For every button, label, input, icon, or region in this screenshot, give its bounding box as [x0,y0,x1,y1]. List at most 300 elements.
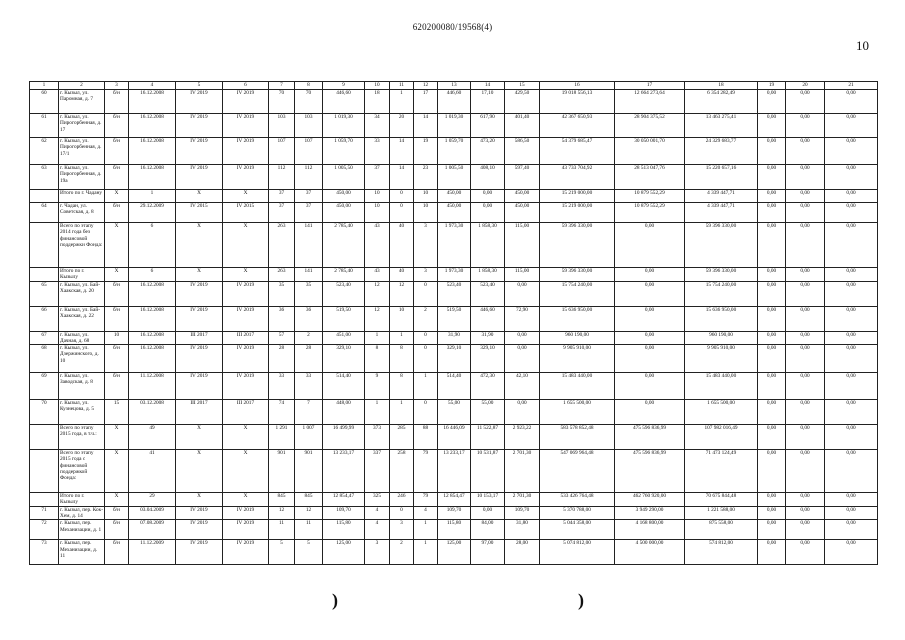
table-row [30,540,878,565]
table-cell: 1 221 588,00 [685,506,758,520]
table-cell: 2 701,30 [505,450,540,493]
table-cell: 0,00 [758,203,786,223]
table-cell: 37 [269,190,295,203]
table-cell: IV 2015 [176,203,223,223]
table-cell: 960 190,00 [540,331,615,345]
address-cell: г. Кызыл, ул. Кузнецова, д. 5 [59,400,105,425]
table-cell: X [105,425,129,450]
table-cell: 40 [390,268,414,282]
table-cell: 519,50 [438,306,471,331]
table-cell: 0,00 [615,331,685,345]
table-row [30,450,878,493]
table-cell: 1 019,30 [323,114,365,138]
table-cell: 11 [295,520,323,540]
column-number-cell: 19 [758,82,786,90]
table-cell: IV 2019 [223,306,269,331]
table-cell: 15 754 240,00 [685,281,758,306]
table-cell: 845 [269,493,295,507]
table-cell: 79 [414,493,438,507]
table-cell: 70 [30,400,59,425]
table-cell: 2 [414,306,438,331]
table-cell: 14 [390,165,414,190]
table-cell: 35 [269,281,295,306]
column-number-cell: 5 [176,82,223,90]
address-cell: г. Кызыл, ул. Пирогорбенная, д. 19а [59,165,105,190]
table-cell: 1 [390,331,414,345]
table-cell: 54 379 685,47 [540,138,615,165]
table-cell: 0,00 [825,268,878,282]
table-cell: 12 664 273,64 [615,90,685,114]
column-number-cell: 16 [540,82,615,90]
table-cell: 8 [390,373,414,400]
table-cell: 519,50 [323,306,365,331]
table-row [30,520,878,540]
table-cell: 0,00 [786,281,825,306]
table-cell: 2 923,22 [505,425,540,450]
table-cell: 0 [414,281,438,306]
address-cell: Всего по этапу 2014 года без финансовой поддержки Фонда: [59,223,105,268]
table-cell: 408,10 [471,165,505,190]
table-cell: 0,00 [786,306,825,331]
table-cell: 74 [269,400,295,425]
address-cell: Итого по г. Кызылу [59,493,105,507]
table-cell: 475 596 836,99 [615,425,685,450]
table-cell: 12 854,47 [323,493,365,507]
table-row [30,373,878,400]
table-cell: б/н [105,165,129,190]
table-cell: X [105,190,129,203]
table-cell: 0,00 [758,268,786,282]
table-cell: X [105,268,129,282]
table-cell: 5 370 788,00 [540,506,615,520]
column-number-cell: 17 [615,82,685,90]
table-cell: 43 [365,268,390,282]
column-number-cell: 15 [505,82,540,90]
column-number-cell: 12 [414,82,438,90]
table-cell: 845 [295,493,323,507]
table-cell: б/н [105,138,129,165]
table-cell: 1 973,30 [438,268,471,282]
table-cell: 15 219 000,00 [540,190,615,203]
table-cell: 0,00 [825,450,878,493]
table-cell: 246 [390,493,414,507]
table-cell: 0,00 [471,506,505,520]
handwritten-mark-left: ) [332,590,338,610]
table-cell: 19 [414,138,438,165]
table-cell: 0,00 [825,425,878,450]
table-cell: 79 [414,450,438,493]
address-cell: г. Кызыл, ул. Дзержинского, д. 10 [59,345,105,373]
table-cell: 11.12.2008 [129,373,176,400]
table-cell: 0,00 [758,400,786,425]
table-cell: 1 291 [269,425,295,450]
table-cell: 31,80 [505,520,540,540]
table-cell: 0 [390,190,414,203]
table-cell: 14 [414,114,438,138]
table-cell: 14 [390,138,414,165]
table-cell: 16.12.2008 [129,281,176,306]
table-cell: б/н [105,540,129,565]
table-cell: 71 [30,506,59,520]
address-cell: г. Кызыл, ул. Пирогорбенная, д. 17 [59,114,105,138]
table-cell: IV 2019 [176,281,223,306]
table-cell: X [105,223,129,268]
table-row [30,281,878,306]
table-cell: 0,00 [825,281,878,306]
address-cell: Всего по этапу 2015 года, в т.ч.: [59,425,105,450]
table-cell: 4 168 800,00 [615,520,685,540]
table-cell: 0,00 [786,345,825,373]
table-cell: 103 [269,114,295,138]
address-cell: г. Кызыл, пер. Механизации, д. 11 [59,540,105,565]
table-cell: 1 655 500,00 [540,400,615,425]
table-cell: IV 2019 [176,506,223,520]
table-row [30,203,878,223]
table-cell: 337 [365,450,390,493]
table-cell: 33 [269,373,295,400]
table-cell: 0,00 [825,190,878,203]
table-cell: 0,00 [615,223,685,268]
address-cell: г. Кызыл, ул. Бай-Хаакская, д. 20 [59,281,105,306]
address-cell: Итого по г. Кызылу [59,268,105,282]
table-cell: 35 [295,281,323,306]
table-cell: 0,00 [758,331,786,345]
address-cell: г. Кызыл, пер. Кок-Хем, д. 14 [60,506,103,520]
table-cell: 446,60 [323,90,365,114]
table-cell: 0,00 [825,373,878,400]
table-cell: IV 2019 [223,281,269,306]
table-cell: 17 [414,90,438,114]
table-cell: IV 2019 [176,138,223,165]
table-cell: X [223,450,269,493]
table-cell: 5 [269,540,295,565]
table-cell: 55,00 [438,400,471,425]
table-cell: IV 2019 [223,373,269,400]
table-cell: б/н [105,203,129,223]
address-cell: г. Кызыл, ул. Паромная, д. 7 [59,90,105,114]
table-cell: 10 153,17 [471,493,505,507]
table-cell: 574 812,00 [685,540,758,565]
table-cell: 11 [269,520,295,540]
table-cell: 475 596 836,99 [615,450,685,493]
table-cell: 107 982 016,49 [685,425,758,450]
table-cell: 0,00 [758,493,786,507]
table-cell: 0,00 [758,450,786,493]
table-cell: 0,00 [825,540,878,565]
table-cell: X [176,223,223,268]
table-cell: 37 [365,165,390,190]
table-cell: 0,00 [825,400,878,425]
table-cell: 0,00 [786,493,825,507]
table-cell: 0,00 [758,345,786,373]
table-cell: 16.12.2008 [129,345,176,373]
table-cell: 0,00 [758,165,786,190]
table-cell: X [176,425,223,450]
column-number-cell: 2 [59,82,105,90]
table-cell: 10 879 552,29 [615,190,685,203]
table-cell: 68 [30,345,59,373]
table-cell: IV 2019 [176,306,223,331]
table-cell: 84,00 [471,520,505,540]
address-cell: г. Кызыл, ул. Пирогорбенная, д. 17/1 [59,138,105,165]
table-cell: III 2017 [176,400,223,425]
table-cell: 59 396 330,00 [540,223,615,268]
address-cell: г. Кызыл, ул. Дачная, д. 68 [59,331,105,345]
table-cell: 15 483 440,00 [685,373,758,400]
table-cell: 0,00 [825,331,878,345]
table-cell: 0,00 [786,540,825,565]
table-cell: X [176,493,223,507]
table-cell: 258 [390,450,414,493]
table-cell: 4 [414,506,438,520]
table-cell: 15 220 657,16 [685,165,758,190]
table-cell: 0,00 [825,165,878,190]
table-cell: 10 [414,190,438,203]
table-cell: 67 [30,331,59,345]
table-cell: 401,40 [505,114,540,138]
table-cell: 0,00 [825,306,878,331]
table-cell: IV 2019 [176,90,223,114]
table-cell: IV 2019 [176,520,223,540]
table-cell: 6 354 282,49 [685,90,758,114]
table-cell: 2 785,40 [323,268,365,282]
table-cell: 1 [414,540,438,565]
register-table [29,81,878,565]
table-row [30,425,878,450]
table-cell: 325 [365,493,390,507]
column-number-cell: 6 [223,82,269,90]
column-number-cell: 1 [30,82,59,90]
table-cell: 12 [269,506,295,520]
table-cell: 10 879 552,29 [615,203,685,223]
table-cell: 1 858,30 [471,223,505,268]
table-cell: 72 [30,520,59,540]
table-cell: 4 339 447,71 [685,190,758,203]
table-cell: 0 [414,331,438,345]
address-cell: г. Кызыл, пер. Механизации, д. 1 [59,520,105,540]
table-cell: 28 [295,345,323,373]
table-cell: 112 [269,165,295,190]
table-row [30,114,878,138]
table-cell: 0,00 [786,90,825,114]
table-cell: 450,00 [438,203,471,223]
table-cell: 03.12.2008 [129,400,176,425]
table-cell: 472,30 [471,373,505,400]
table-row [30,90,878,114]
table-cell: 0,00 [786,268,825,282]
table-cell: 2 785,40 [323,223,365,268]
table-cell: IV 2019 [223,506,269,520]
table-cell: IV 2019 [176,114,223,138]
table-cell: 115,00 [505,223,540,268]
table-cell: 0,00 [825,520,878,540]
table-cell: IV 2019 [223,114,269,138]
table-cell: X [176,268,223,282]
table-cell: 1 [414,520,438,540]
table-cell: 547 069 964,48 [540,450,615,493]
table-cell: 4 339 447,71 [685,203,758,223]
table-cell: 62 [30,138,59,165]
table-cell: 960 190,00 [685,331,758,345]
table-cell: 6 [129,268,176,282]
table-cell: 37 [295,203,323,223]
table-cell: 03.04.2009 [129,506,176,520]
table-cell: 0,00 [758,223,786,268]
table-cell: 12 [365,306,390,331]
table-cell: 55,00 [471,400,505,425]
table-cell: 450,00 [505,190,540,203]
table-cell: 586,50 [505,138,540,165]
table-cell: 0,00 [758,540,786,565]
table-cell: IV 2019 [223,345,269,373]
table-cell: 446,60 [438,90,471,114]
table-cell: 28 513 047,76 [615,165,685,190]
table-cell: 0 [390,506,414,520]
table-cell: 523,40 [438,281,471,306]
table-cell: 0 [414,345,438,373]
table-cell: 0,00 [615,281,685,306]
address-cell: г. Чадан, ул. Советская, д. 8 [59,203,105,223]
table-cell: IV 2019 [223,165,269,190]
table-cell: 109,70 [438,506,471,520]
table-cell: 30 050 001,70 [615,138,685,165]
table-cell: 12 [295,506,323,520]
table-cell: 0,00 [758,506,786,520]
table-cell: 109,70 [323,506,365,520]
table-cell: 0,00 [758,281,786,306]
table-cell: 16.12.2008 [129,114,176,138]
table-cell: IV 2019 [176,165,223,190]
table-cell: 0 [414,400,438,425]
table-cell: 583 578 852,48 [540,425,615,450]
column-number-row [30,82,878,90]
table-cell: 1 [414,373,438,400]
table-cell: IV 2015 [223,203,269,223]
table-cell: IV 2019 [223,540,269,565]
table-cell: 23 [414,165,438,190]
table-cell [30,493,59,507]
table-cell: б/н [105,306,129,331]
table-cell: 5 [295,540,323,565]
table-cell: 69 [30,373,59,400]
table-cell: 60 [30,90,59,114]
table-cell: 13 463 275,41 [685,114,758,138]
table-cell: 1 655 500,00 [685,400,758,425]
table-cell: 97,00 [471,540,505,565]
table-cell: 523,40 [471,281,505,306]
table-cell: 0,00 [615,400,685,425]
address-cell: Итого по г. Чадану [59,190,105,203]
table-cell: 57 [269,331,295,345]
table-cell: 107 [269,138,295,165]
table-cell: 0,00 [786,138,825,165]
table-cell: 0,00 [471,190,505,203]
table-cell: X [223,190,269,203]
table-cell: 285 [390,425,414,450]
table-cell: 29 [129,493,176,507]
table-cell: 70 [269,90,295,114]
column-number-cell: 4 [129,82,176,90]
table-cell: 15 483 440,00 [540,373,615,400]
table-cell: 28,00 [505,540,540,565]
table-cell: 0,00 [786,331,825,345]
table-cell: 0,00 [758,425,786,450]
column-number-cell: 10 [365,82,390,90]
table-cell: 7 [295,400,323,425]
table-cell: 0,00 [825,90,878,114]
table-cell: б/н [105,373,129,400]
table-row [30,331,878,345]
table-cell: X [223,493,269,507]
table-cell: IV 2019 [223,520,269,540]
table-cell: 0,00 [786,520,825,540]
table-cell: IV 2019 [176,540,223,565]
table-cell: 1 059,70 [438,138,471,165]
table-cell: X [176,450,223,493]
table-cell: 0,00 [505,281,540,306]
table-cell: 4 500 000,00 [615,540,685,565]
table-cell: 875 558,00 [685,520,758,540]
table-cell: 59 396 330,00 [685,223,758,268]
column-number-cell: 18 [685,82,758,90]
table-cell: 450,00 [438,190,471,203]
table-cell: 15 [105,400,129,425]
table-cell: 5 074 812,00 [540,540,615,565]
table-cell: 112 [295,165,323,190]
table-cell: 0,00 [615,373,685,400]
table-cell: III 2017 [223,331,269,345]
table-cell: 33 [365,138,390,165]
table-cell: 329,10 [471,345,505,373]
table-row [30,268,878,282]
table-cell: 0,00 [825,114,878,138]
column-number-cell: 9 [323,82,365,90]
table-cell: 0,00 [786,165,825,190]
table-cell: 901 [269,450,295,493]
table-cell: 533 426 764,48 [540,493,615,507]
address-cell: г. Кызыл, ул. Заводская, д. 8 [59,373,105,400]
table-cell: 1 [390,400,414,425]
table-cell: IV 2019 [223,138,269,165]
table-cell: 0,00 [758,373,786,400]
table-cell: 28 904 375,52 [615,114,685,138]
table-cell: 0,00 [825,506,878,520]
table-cell: 31,90 [471,331,505,345]
table-cell: 107 [295,138,323,165]
table-cell: 9 905 910,00 [540,345,615,373]
table-cell: 115,80 [323,520,365,540]
column-number-cell: 8 [295,82,323,90]
table-cell: 17,10 [471,90,505,114]
table-cell: 597,40 [505,165,540,190]
table-cell: 4 [365,506,390,520]
table-cell: 16.12.2008 [129,138,176,165]
table-cell: 125,00 [323,540,365,565]
table-cell [30,450,59,493]
table-cell: б/н [105,90,129,114]
table-cell: 18 [365,90,390,114]
column-number-cell: 20 [786,82,825,90]
table-cell: 2 [295,331,323,345]
column-number-cell: 13 [438,82,471,90]
table-cell: 0,00 [505,345,540,373]
table-cell: 8 [365,345,390,373]
table-cell: 9 [365,373,390,400]
table-cell: 37 [295,190,323,203]
table-cell: 0,00 [786,425,825,450]
table-cell: 36 [295,306,323,331]
table-cell: 12 [390,281,414,306]
